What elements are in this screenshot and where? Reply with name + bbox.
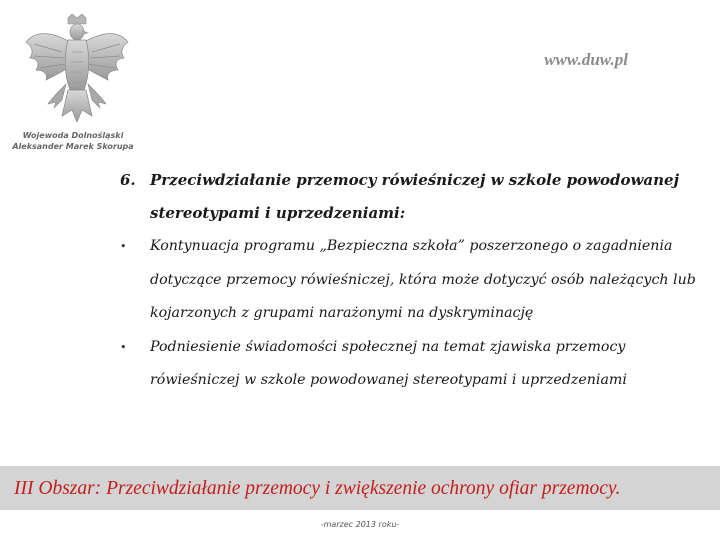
bullet-item: [120, 230, 700, 331]
polish-eagle-emblem-icon: [22, 12, 132, 130]
bullet-item: [120, 331, 700, 398]
item-title: Przeciwdziałanie przemocy rówieśniczej w szkole powodowanej stereotypami i uprzedzeniami:: [150, 171, 679, 222]
bullet-text: Kontynuacja programu „Bezpieczna szkoła” poszerzonego o zagadnienia dotyczące przemocy rówieśniczej, która może dotyczyć osób należących lub kojarzonych z grupami narażonymi na dyskryminację: [150, 238, 696, 321]
bullet-symbol: •: [120, 240, 127, 253]
bullet-symbol: •: [120, 340, 127, 354]
caption-name: Aleksander Marek Skorupa: [12, 142, 134, 151]
emblem-caption: [8, 130, 138, 152]
item-number: 6.: [120, 171, 136, 189]
caption-title: Wojewoda Dolnośląski: [22, 131, 124, 140]
item-heading: [120, 164, 700, 230]
footer-date: -marzec 2013 roku-: [320, 520, 400, 529]
section-banner-text: III Obszar: Przeciwdziałanie przemocy i zwiększenie ochrony ofiar przemocy.: [14, 478, 621, 499]
bullet-text: Podniesienie świadomości społecznej na temat zjawiska przemocy rówieśniczej w szkole powodowanej stereotypami i uprzedzeniami: [150, 338, 627, 388]
slide-content: [120, 164, 700, 398]
website-url: www.duw.pl: [544, 50, 628, 69]
